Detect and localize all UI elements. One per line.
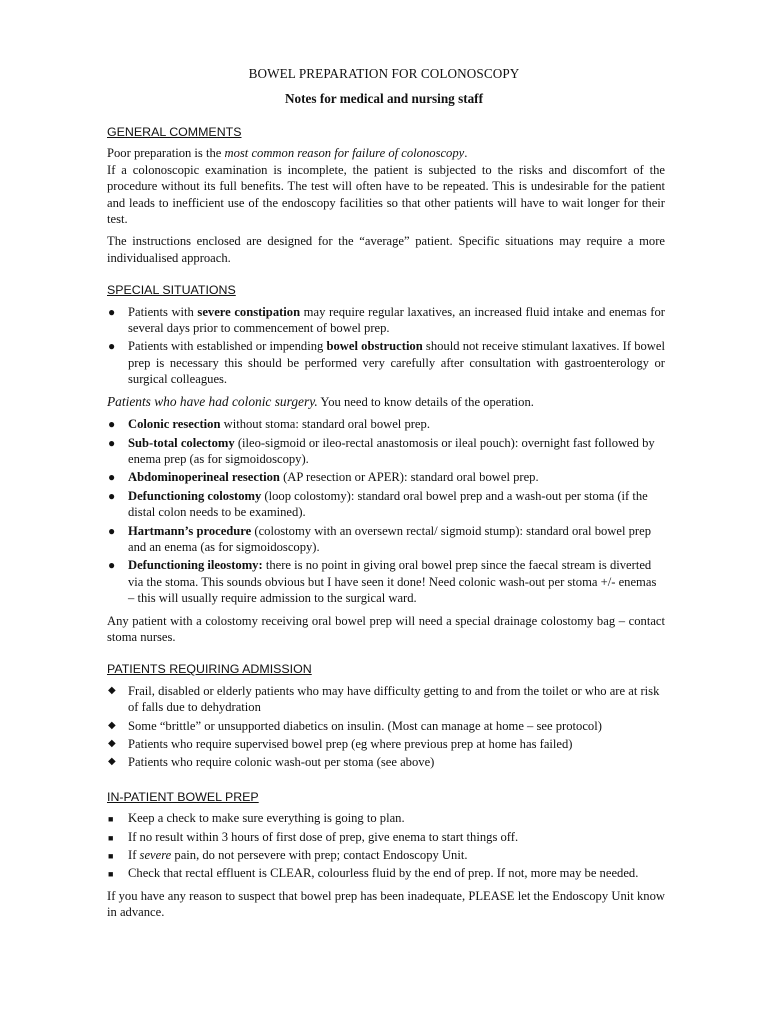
page-title: BOWEL PREPARATION FOR COLONOSCOPY (248, 66, 520, 81)
square-bullet-icon: ■ (108, 832, 114, 843)
list-item (107, 416, 665, 432)
italic-lead: Patients who have had colonic surgery. (107, 393, 318, 409)
text-run: Frail, disabled or elderly patients who may have difficulty getting to and from the toilet or who are at risk of falls due to dehydration (128, 683, 660, 715)
general-paragraph-1 (107, 145, 665, 161)
square-bullet-icon: ■ (108, 869, 114, 880)
document-body (107, 124, 665, 927)
final-note: If you have any reason to suspect that bowel prep has been inadequate, PLEASE let the Endoscopy Unit know in advance. (107, 888, 665, 920)
list-item (107, 338, 665, 387)
bold-term: Defunctioning colostomy (128, 488, 262, 503)
bullet-dot-icon: ● (108, 470, 116, 485)
page-subtitle: Notes for medical and nursing staff (285, 91, 483, 106)
section-heading-inpatient: IN-PATIENT BOWEL PREP (107, 789, 259, 804)
bullet-dot-icon: ● (108, 558, 116, 573)
text-run: may require regular laxatives, an increased fluid intake and enemas for several days prior to commencement of bowel prep. (128, 304, 665, 336)
text-run: Patients who require colonic wash-out per stoma (see above) (128, 755, 435, 770)
bullet-dot-icon: ● (108, 417, 116, 432)
diamond-bullet-icon: ◆ (108, 684, 116, 696)
surgery-bullet-list (107, 416, 665, 606)
list-item (107, 557, 665, 606)
list-item (107, 304, 665, 337)
bullet-dot-icon: ● (108, 339, 116, 354)
text-run: Patients who require supervised bowel prep (eg where previous prep at home has failed) (128, 737, 573, 751)
text-run: (AP resection or APER): standard oral bowel prep. (279, 470, 539, 485)
general-paragraph-3: The instructions enclosed are designed for the “average” patient. Specific situations may require a more individualised approach. (107, 234, 665, 265)
square-bullet-icon: ■ (108, 851, 114, 862)
bullet-dot-icon: ● (108, 523, 116, 538)
bold-term: Sub-total colectomy (128, 435, 235, 450)
list-item (107, 488, 665, 521)
list-item (107, 847, 665, 863)
list-item (107, 865, 665, 881)
list-item (107, 435, 665, 468)
diamond-bullet-icon: ◆ (108, 719, 116, 731)
text-run: If no result within 3 hours of first dose of prep, give enema to start things off. (128, 829, 519, 844)
bold-term: Hartmann’s procedure (128, 523, 252, 538)
bold-term: Abdominoperineal resection (128, 470, 280, 485)
section-heading-general: GENERAL COMMENTS (107, 125, 242, 139)
text-run: there is no point in giving oral bowel prep since the faecal stream is diverted via the stoma. This sounds obvious but I have seen it done! Need colonic wash-out per stoma +/- enemas – this will usually require admission to the surgical ward. (128, 558, 657, 606)
text-run: Some “brittle” or unsupported diabetics on insulin. (Most can manage at home – see protocol) (128, 718, 602, 733)
section-heading-admission: PATIENTS REQUIRING ADMISSION (107, 662, 312, 677)
bold-term: bowel obstruction (326, 339, 423, 354)
text-run: pain, do not persevere with prep; contact Endoscopy Unit. (171, 848, 468, 863)
list-item (107, 718, 665, 734)
bullet-dot-icon: ● (108, 488, 116, 503)
bullet-dot-icon: ● (108, 304, 116, 319)
text-run: (loop colostomy): standard oral bowel prep and a wash-out per stoma (if the distal colon needs to be examined). (128, 488, 648, 520)
diamond-bullet-icon: ◆ (108, 738, 116, 749)
text-run: (colostomy with an oversewn rectal/ sigmoid stump): standard oral bowel prep and an enema (as for sigmoidoscopy). (128, 523, 652, 554)
text-run: Poor preparation is the (107, 146, 225, 161)
bold-term: severe constipation (197, 304, 301, 319)
text-run: Patients with established or impending (128, 339, 327, 354)
text-run: If (128, 848, 140, 863)
emphasis-text: severe (139, 848, 172, 863)
list-item (107, 736, 665, 752)
text-run: without stoma: standard oral bowel prep. (220, 417, 430, 432)
admission-list (107, 683, 665, 771)
special-bullet-list (107, 304, 665, 388)
list-item (107, 523, 665, 556)
text-run: Check that rectal effluent is CLEAR, colourless fluid by the end of prep. If not, more may be needed. (128, 866, 639, 881)
text-run: . (464, 146, 468, 161)
section-heading-special: SPECIAL SITUATIONS (107, 283, 236, 298)
text-run: Patients with (128, 304, 198, 319)
list-item (107, 829, 665, 845)
list-item (107, 754, 665, 770)
list-item (107, 469, 665, 485)
inpatient-list (107, 810, 665, 882)
bold-term: Colonic resection (128, 417, 221, 432)
text-run: You need to know details of the operation. (317, 394, 534, 409)
emphasis-text: most common reason for failure of colonoscopy (224, 146, 465, 161)
colostomy-note: Any patient with a colostomy receiving oral bowel prep will need a special drainage colostomy bag – contact stoma nurses. (107, 613, 665, 644)
diamond-bullet-icon: ◆ (108, 756, 116, 768)
surgery-lead-paragraph (107, 394, 665, 410)
bullet-dot-icon: ● (108, 435, 116, 450)
text-run: should not receive stimulant laxatives. If bowel prep is necessary this should be performed very carefully after consultation with gastroenterology or surgical colleagues. (128, 339, 665, 387)
list-item (107, 810, 665, 826)
general-paragraph-2: If a colonoscopic examination is incomplete, the patient is subjected to the risks and discomfort of the procedure without its full benefits. The test will often have to be repeated. This is undesirable for the patient and leads to inefficient use of the endoscopy facilities so that other patients will have to wait longer for their test. (107, 162, 665, 227)
text-run: (ileo-sigmoid or ileo-rectal anastomosis or ileal pouch): overnight fast followed by enema prep (as for sigmoidoscopy). (128, 435, 655, 466)
square-bullet-icon: ■ (108, 814, 114, 825)
text-run: Keep a check to make sure everything is going to plan. (128, 811, 405, 826)
bold-term: Defunctioning ileostomy: (128, 558, 263, 573)
list-item (107, 683, 665, 716)
